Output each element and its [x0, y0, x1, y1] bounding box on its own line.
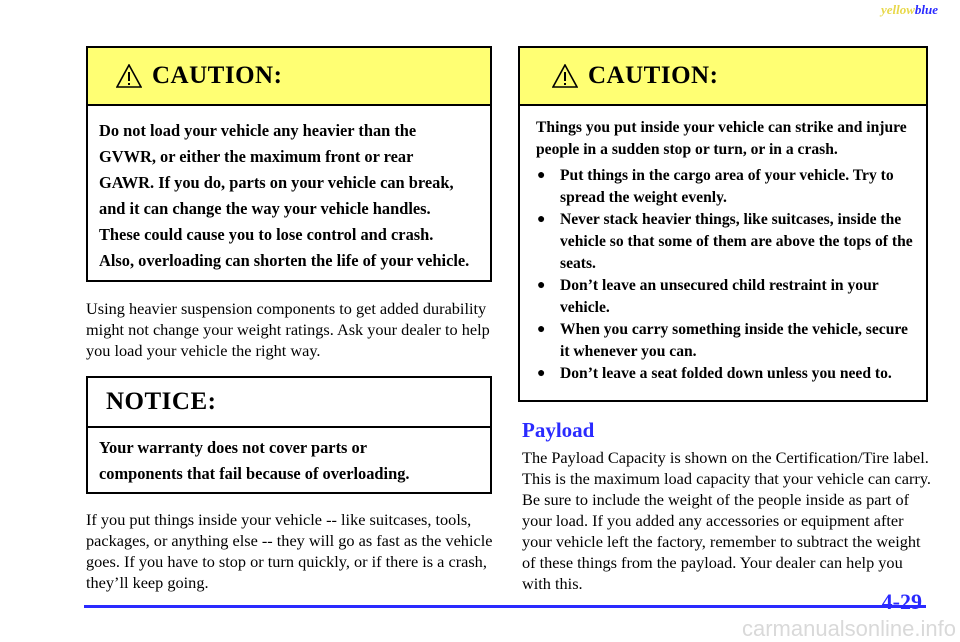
warning-triangle-icon	[116, 64, 142, 88]
body-paragraph-loose-items: If you put things inside your vehicle -- like suitcases, tools, packages, or anything else -- they will go as fast as the vehicle goes. If you have to stop or turn quickly, or if there is a crash, they’ll keep going.	[86, 510, 493, 592]
bullet-text: Don’t leave a seat folded down unless you need to.	[560, 365, 892, 382]
footer-rule	[84, 605, 926, 608]
bullet-text: Put things in the cargo area of your vehicle. Try to spread the weight evenly.	[560, 167, 894, 206]
bullet-item	[537, 319, 916, 363]
bullet-icon: ●	[537, 212, 546, 227]
caution-title: CAUTION:	[588, 62, 719, 89]
color-tag-blue: blue	[914, 2, 938, 17]
notice-text: Your warranty does not cover parts or components that fail because of overloading.	[99, 438, 410, 483]
bullet-item	[537, 363, 916, 385]
watermark: carmanualsonline.info	[741, 616, 956, 641]
color-tag-yellow: yellow	[880, 2, 915, 17]
caution-bullet-list	[537, 165, 916, 385]
bullet-item	[537, 275, 916, 319]
bullet-item	[537, 209, 916, 275]
body-paragraph-payload: The Payload Capacity is shown on the Certification/Tire label. This is the maximum load capacity that your vehicle can carry. Be sure to include the weight of the people inside as part of your load. If you added any accessories or equipment after your vehicle left the factory, remember to subtract the weight of these things from the payload. Your dealer can help you with this.	[522, 448, 931, 593]
section-heading-payload: Payload	[522, 418, 595, 442]
bullet-icon: ●	[537, 366, 546, 381]
color-tag	[881, 2, 938, 18]
caution-title: CAUTION:	[152, 62, 283, 89]
page-number: 4-29	[881, 589, 922, 614]
caution-box-overloading	[86, 46, 492, 282]
notice-box	[86, 376, 492, 494]
bullet-text: Don’t leave an unsecured child restraint in your vehicle.	[560, 277, 879, 316]
bullet-icon: ●	[537, 278, 546, 293]
caution-text: Do not load your vehicle any heavier than the GVWR, or either the maximum front or rear GAWR. If you do, parts on your vehicle can break, and it can change the way your vehicle handles. These could cause you to lose control and crash. Also, overloading can shorten the life of your vehicle.	[99, 121, 470, 270]
bullet-text: When you carry something inside the vehicle, secure it whenever you can.	[560, 321, 908, 360]
caution-body	[520, 106, 926, 385]
caution-box-cargo	[518, 46, 928, 402]
warning-triangle-icon	[552, 64, 578, 88]
bullet-item	[537, 165, 916, 209]
caution-header	[520, 48, 926, 106]
caution-intro: Things you put inside your vehicle can strike and injure people in a sudden stop or turn, or in a crash.	[536, 119, 907, 158]
bullet-icon: ●	[537, 322, 546, 337]
caution-header	[88, 48, 490, 106]
bullet-icon: ●	[537, 168, 546, 183]
notice-header	[88, 378, 490, 428]
body-paragraph-suspension: Using heavier suspension components to get added durability might not change your weight ratings. Ask your dealer to help you load your vehicle the right way.	[86, 299, 490, 360]
notice-title: NOTICE:	[106, 388, 217, 415]
bullet-text: Never stack heavier things, like suitcases, inside the vehicle so that some of them are above the tops of the seats.	[560, 211, 913, 272]
